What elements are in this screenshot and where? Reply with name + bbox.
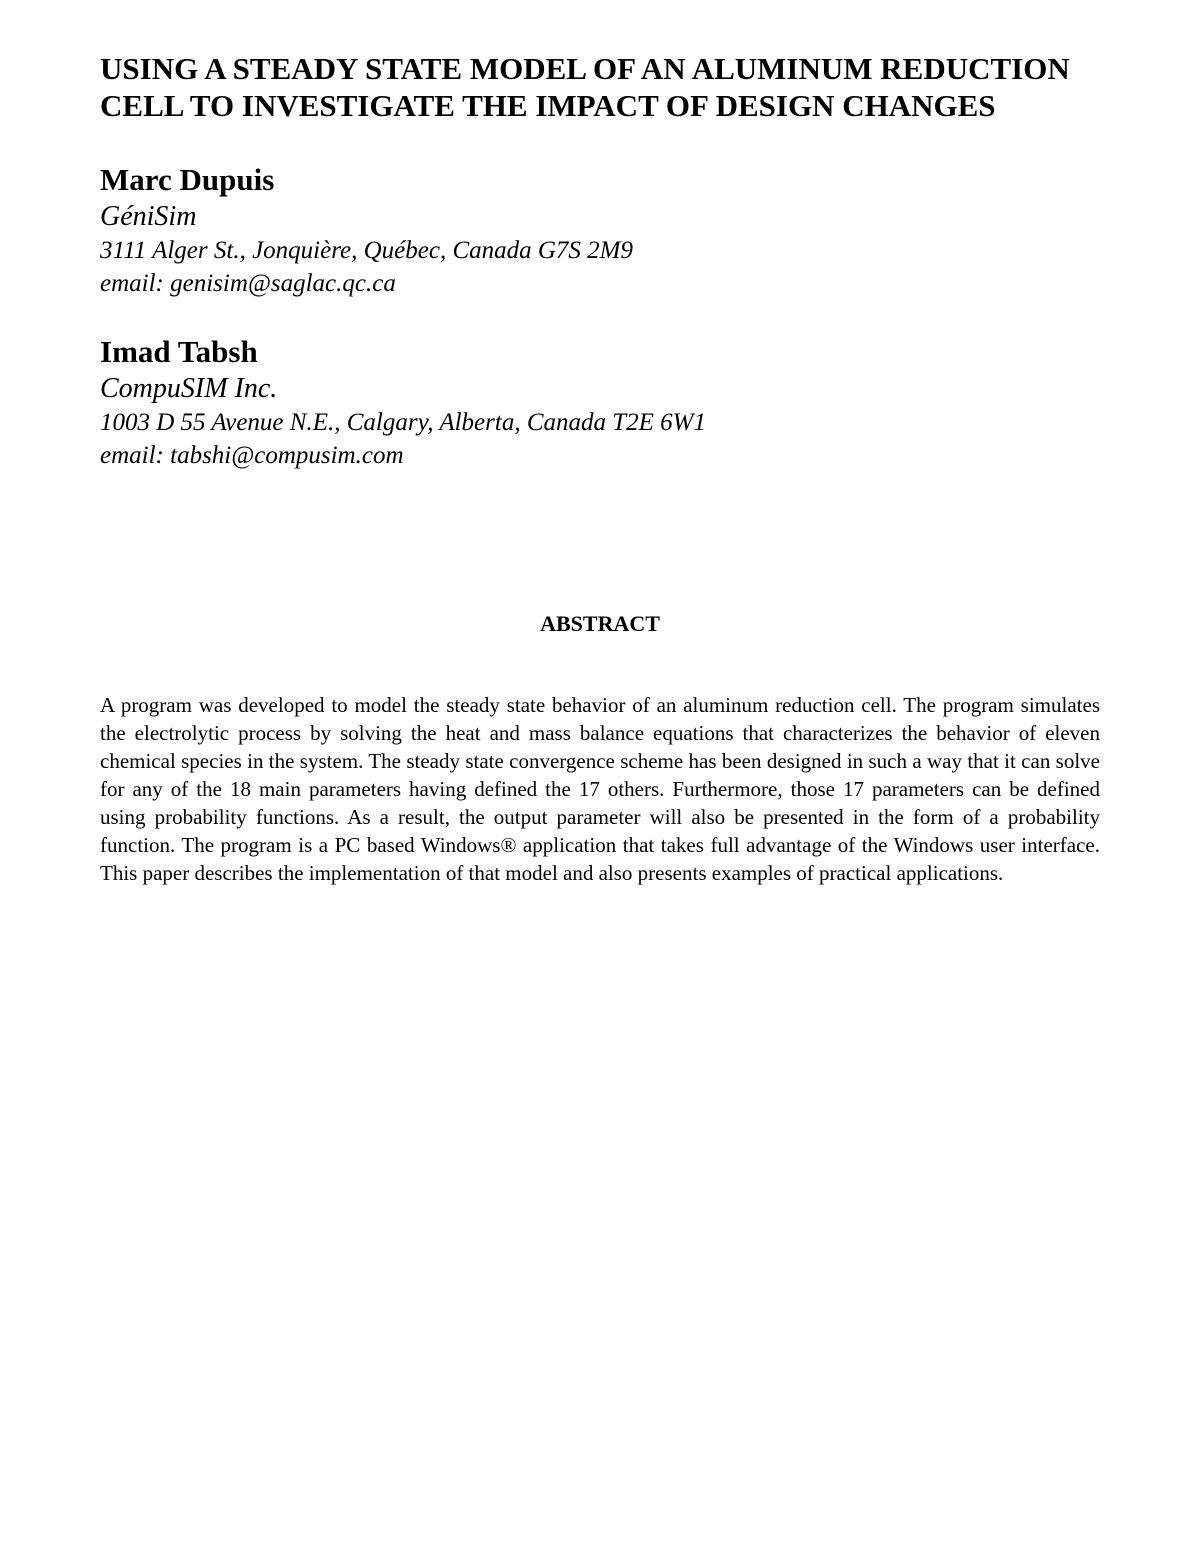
paper-title [100, 50, 1100, 124]
author-email: email: genisim@saglac.qc.ca [100, 270, 396, 297]
author-address: 1003 D 55 Avenue N.E., Calgary, Alberta, Canada T2E 6W1 [100, 409, 707, 436]
author-name: Marc Dupuis [100, 162, 275, 197]
paper-title-line-2: CELL TO INVESTIGATE THE IMPACT OF DESIGN CHANGES [100, 88, 996, 123]
abstract-body: A program was developed to model the steady state behavior of an aluminum reduction cell. The program simulates the electrolytic process by solving the heat and mass balance equations that characterizes the behavior of eleven chemical species in the system. The steady state convergence scheme has been designed in such a way that it can solve for any of the 18 main parameters having defined the 17 others. Furthermore, those 17 parameters can be defined using probability functions. As a result, the output parameter will also be presented in the form of a probability function. The program is a PC based Windows® application that takes full advantage of the Windows user interface. This paper describes the implementation of that model and also presents examples of practical applications. [100, 693, 1100, 885]
author-name: Imad Tabsh [100, 334, 258, 369]
author-affiliation: GéniSim [100, 201, 197, 232]
author-affiliation: CompuSIM Inc. [100, 373, 278, 404]
author-block-1 [100, 161, 1100, 300]
author-email: email: tabshi@compusim.com [100, 442, 404, 469]
author-block-2 [100, 333, 1100, 472]
abstract-heading: ABSTRACT [540, 611, 660, 636]
paper-title-line-1: USING A STEADY STATE MODEL OF AN ALUMINUM REDUCTION [100, 51, 1070, 86]
author-address: 3111 Alger St., Jonquière, Québec, Canada G7S 2M9 [100, 237, 634, 264]
